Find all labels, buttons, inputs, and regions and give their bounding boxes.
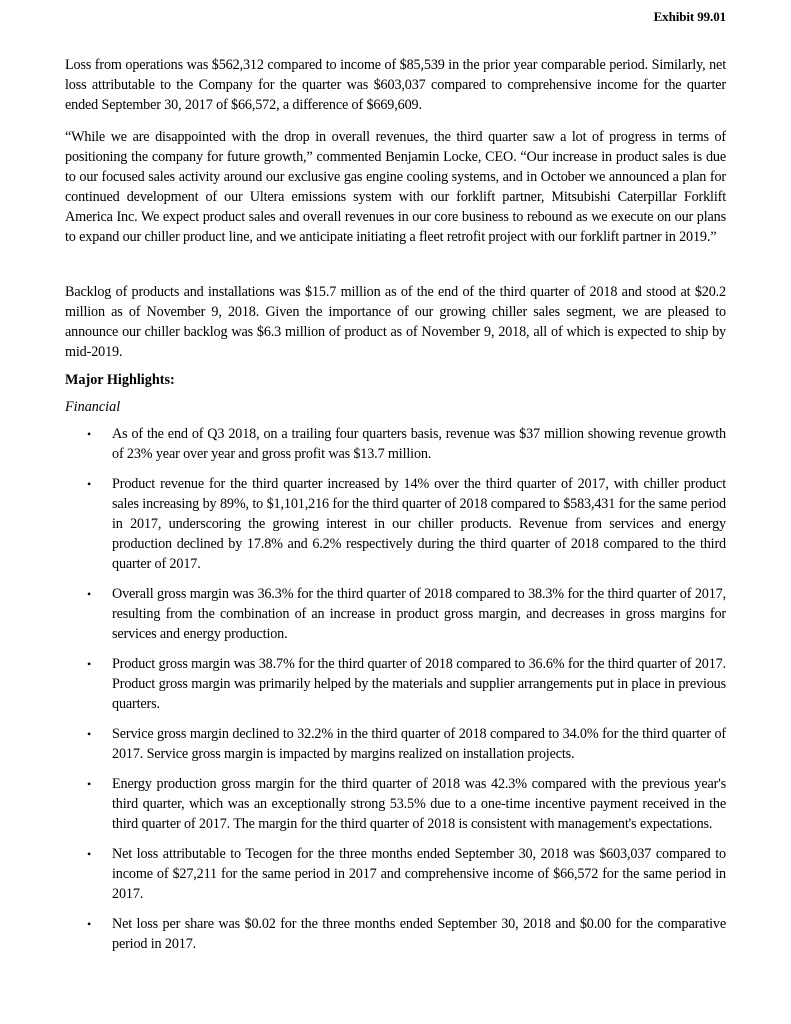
bullet-icon: • — [87, 917, 92, 931]
list-item — [65, 724, 726, 764]
section-heading-major-highlights: Major Highlights: — [65, 372, 175, 388]
highlights-list — [65, 424, 726, 964]
bullet-icon: • — [87, 657, 92, 671]
list-item — [65, 424, 726, 464]
paragraph-backlog: Backlog of products and installations was $15.7 million as of the end of the third quarter of 2018 and stood at $20.2 million as of November 9, 2018. Given the importance of our growing chiller sales segment, we are pleased to announce our chiller backlog was $6.3 million of product as of November 9, 2018, all of which is expected to ship by mid-2019. — [65, 284, 726, 360]
list-item-text: Product gross margin was 38.7% for the third quarter of 2018 compared to 36.6% for the third quarter of 2017. Product gross margin was primarily helped by the materials and supplier arrangements put in place in previous quarters. — [112, 656, 726, 712]
paragraph-loss-from-operations: Loss from operations was $562,312 compared to income of $85,539 in the prior year comparable period. Similarly, net loss attributable to the Company for the quarter was $603,037 compared to comprehensive income for the quarter ended September 30, 2017 of $66,572, a difference of $669,609. — [65, 57, 726, 113]
bullet-icon: • — [87, 477, 92, 491]
list-item-text: Net loss per share was $0.02 for the three months ended September 30, 2018 and $0.00 for the comparative period in 2017. — [112, 916, 726, 952]
paragraph-ceo-quote: “While we are disappointed with the drop in overall revenues, the third quarter saw a lot of progress in terms of positioning the company for future growth,” commented Benjamin Locke, CEO. “Our increase in product sales is due to our focused sales activity around our exclusive gas engine cooling systems, and in October we announced a plan for continued development of our Ultera emissions system with our forklift partner, Mitsubishi Caterpillar Forklift America Inc. We expect product sales and overall revenues in our core business to rebound as we execute on our plans to expand our chiller product line, and we anticipate initiating a fleet retrofit project with our forklift partner in 2019.” — [65, 129, 726, 245]
list-item-text: Service gross margin declined to 32.2% in the third quarter of 2018 compared to 34.0% for the third quarter of 2017. Service gross margin is impacted by margins realized on installation projects. — [112, 726, 726, 762]
list-item — [65, 914, 726, 954]
list-item-text: Energy production gross margin for the third quarter of 2018 was 42.3% compared with the previous year's third quarter, which was an exceptionally strong 53.5% due to a one-time incentive payment received in the third quarter of 2017. The margin for the third quarter of 2018 is consistent with management's expectations. — [112, 776, 726, 832]
list-item — [65, 654, 726, 714]
list-item-text: Overall gross margin was 36.3% for the third quarter of 2018 compared to 38.3% for the third quarter of 2017, resulting from the combination of an increase in product gross margin, and decreases in gross margins for services and energy production. — [112, 586, 726, 642]
list-item — [65, 584, 726, 644]
exhibit-label: Exhibit 99.01 — [653, 9, 726, 24]
list-item-text: Product revenue for the third quarter increased by 14% over the third quarter of 2017, with chiller product sales increasing by 89%, to $1,101,216 for the third quarter of 2018 compared to $583,431 for the same period in 2017, underscoring the growing interest in our chiller products. Revenue from services and energy production declined by 17.8% and 6.2% respectively during the third quarter of 2018 compared to the third quarter of 2017. — [112, 476, 726, 572]
list-item-text: Net loss attributable to Tecogen for the three months ended September 30, 2018 was $603,037 compared to income of $27,211 for the same period in 2017 and comprehensive income of $66,572 for the same period in 2017. — [112, 846, 726, 902]
subsection-heading-financial: Financial — [65, 399, 121, 415]
bullet-icon: • — [87, 727, 92, 741]
list-item — [65, 844, 726, 904]
bullet-icon: • — [87, 427, 92, 441]
list-item — [65, 774, 726, 834]
list-item-text: As of the end of Q3 2018, on a trailing four quarters basis, revenue was $37 million showing revenue growth of 23% year over year and gross profit was $13.7 million. — [112, 426, 726, 462]
list-item — [65, 474, 726, 574]
bullet-icon: • — [87, 847, 92, 861]
bullet-icon: • — [87, 587, 92, 601]
bullet-icon: • — [87, 777, 92, 791]
